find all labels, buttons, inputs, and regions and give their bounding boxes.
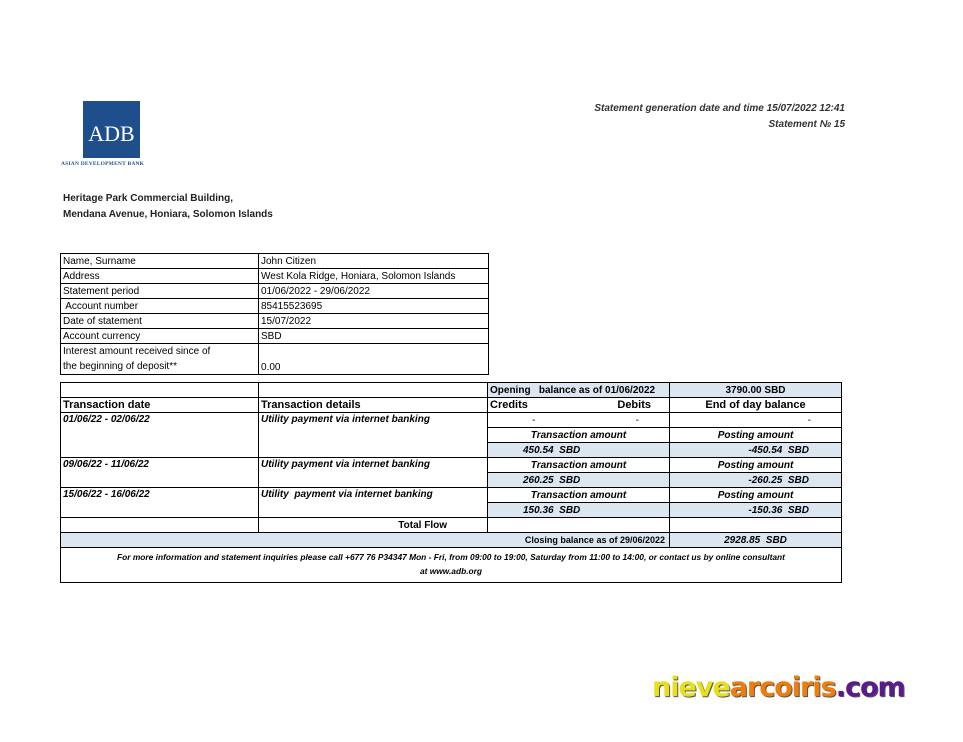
statement-number: Statement № 15 bbox=[768, 119, 845, 130]
transaction-amount: 450.54 SBD bbox=[488, 443, 670, 458]
opening-balance-label: Opening balance as of 01/06/2022 bbox=[488, 383, 670, 398]
transaction-amount: 260.25 SBD bbox=[488, 473, 670, 488]
statement-header bbox=[594, 101, 845, 133]
column-headers: Transaction date Transaction details Credits Debits End of day balance bbox=[61, 398, 842, 413]
info-row: Statement period 01/06/2022 - 29/06/2022 bbox=[61, 284, 489, 299]
transaction-row: 01/06/22 - 02/06/22 Utility payment via internet banking - - - bbox=[61, 413, 842, 428]
bank-address bbox=[63, 191, 273, 223]
info-row: Account number 85415523695 bbox=[61, 299, 489, 314]
info-row: Date of statement 15/07/2022 bbox=[61, 314, 489, 329]
info-row: Address West Kola Ridge, Honiara, Solomon Islands bbox=[61, 269, 489, 284]
transaction-row: 09/06/22 - 11/06/22 Utility payment via internet banking Transaction amount Posting amount bbox=[61, 458, 842, 473]
posting-amount: -260.25 SBD bbox=[670, 473, 842, 488]
generation-datetime: Statement generation date and time 15/07/2022 12:41 bbox=[594, 103, 845, 114]
closing-balance-value: 2928.85 SBD bbox=[670, 533, 842, 548]
info-row: Name, Surname John Citizen bbox=[61, 254, 489, 269]
closing-balance-label: Closing balance as of 29/06/2022 bbox=[61, 533, 670, 548]
opening-balance-value: 3790.00 SBD bbox=[670, 383, 842, 398]
opening-balance-row bbox=[61, 383, 842, 398]
adb-logo bbox=[83, 101, 140, 158]
info-row: Account currency SBD bbox=[61, 329, 489, 344]
posting-amount: -150.36 SBD bbox=[670, 503, 842, 518]
closing-balance-row bbox=[61, 533, 842, 548]
footer-line-1: For more information and statement inquiries please call +677 76 P34347 Mon - Fri, from 09:00 to 19:00, Saturday from 11:00 to 14:00, or contact us by online consultant bbox=[117, 552, 785, 562]
watermark: nievearcoiris.com bbox=[652, 672, 905, 703]
info-row: Interest amount received since of the beginning of deposit** 0.00 bbox=[61, 344, 489, 375]
footer-row bbox=[61, 548, 842, 583]
transaction-amount: 150.36 SBD bbox=[488, 503, 670, 518]
total-flow-row bbox=[61, 518, 842, 533]
total-flow-label: Total Flow bbox=[259, 518, 488, 533]
logo-text: ADB bbox=[88, 120, 135, 146]
address-line-2: Mendana Avenue, Honiara, Solomon Islands bbox=[63, 209, 273, 220]
footer-line-2: at www.adb.org bbox=[419, 566, 483, 576]
transaction-row: 15/06/22 - 16/06/22 Utility payment via internet banking Transaction amount Posting amount bbox=[61, 488, 842, 503]
account-info-table bbox=[60, 253, 489, 375]
address-line-1: Heritage Park Commercial Building, bbox=[63, 193, 234, 204]
posting-amount: -450.54 SBD bbox=[670, 443, 842, 458]
logo-subtitle: ASIAN DEVELOPMENT BANK bbox=[61, 161, 145, 167]
transactions-table: Opening balance as of 01/06/2022 3790.00 SBD Transaction date Transaction details Credits Debits End of day balance 01/06/22 - 02/06/22 Utility payment via internet banking - - - Transaction amount Posting amount 450.54 SBD -450.54 SBD 09/06/22 - 11/06/22 Utility payment via internet banking Transaction amount Posting amount 260.25 SBD -260.25 SBD 15/06/22 - 16/06/22 Utility payment via internet banking Transaction amount Posting amount 150.36 SBD -150.36 SBD Total Flow Closing balance as of 29/06/2022 2928.85 SBD For more information and statement inquiries please call +677 76 P34347 Mon - Fri, from 09:00 to 19:00, Saturday from 11:00 to 14:00, or contact us by online consultant at www.adb.org bbox=[60, 382, 842, 583]
